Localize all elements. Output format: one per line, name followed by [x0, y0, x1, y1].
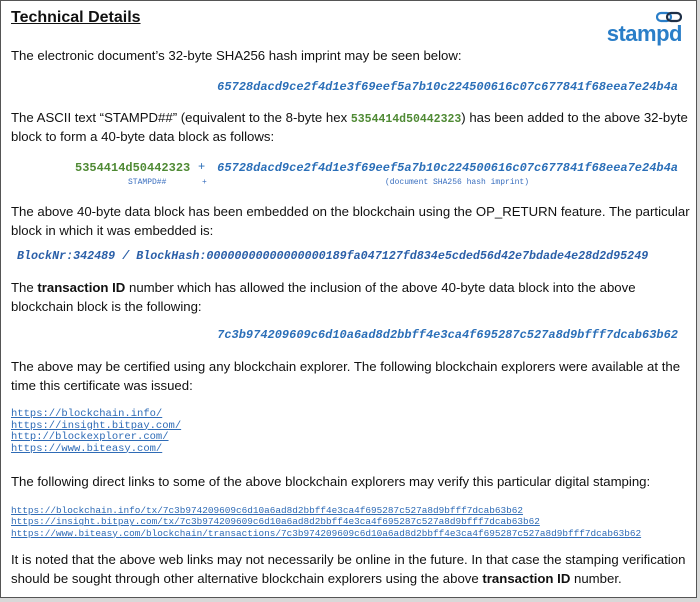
combined-document-hash: 65728dacd9ce2f4d1e3f69eef5a7b10c224500616c07c677841f68eea7e24b4a [217, 161, 678, 175]
hash-intro-text: The electronic document’s 32-byte SHA256 hash imprint may be seen below: [11, 48, 462, 63]
txid-intro-a: The [11, 280, 38, 295]
stampd-logo [606, 11, 682, 46]
closing-a: should be sought through other alternative blockchain explorers using the above [11, 571, 483, 586]
closing-c: number. [570, 571, 622, 586]
txid-intro-line1 [11, 278, 636, 297]
explorer-link[interactable]: https://www.biteasy.com/ [11, 442, 163, 455]
embed-line2: block in which it was embedded is: [11, 223, 214, 238]
document-hash: 65728dacd9ce2f4d1e3f69eef5a7b10c224500616c07c677841f68eea7e24b4a [217, 80, 678, 94]
direct-links-intro: The following direct links to some of the above blockchain explorers may verify this particular digital stamping: [11, 474, 651, 489]
closing-line2 [11, 569, 622, 588]
txid-intro-bold: transaction ID [37, 280, 126, 295]
explorer-list [11, 409, 181, 455]
explorer-link[interactable]: https://blockchain.info/ [11, 408, 163, 420]
embed-line1: The above 40-byte data block has been embedded on the blockchain using the OP_RETURN feature. The particular [11, 204, 690, 219]
txid-intro-c: number which has allowed the inclusion of the above 40-byte data block into the above [125, 280, 636, 295]
plus-sign: + [198, 160, 206, 174]
explorers-intro-line1: The above may be certified using any blockchain explorer. The following blockchain explorers were available at the [11, 359, 681, 374]
transaction-id: 7c3b974209609c6d10a6ad8d2bbff4e3ca4f695287c527a8d9bfff7dcab63b62 [217, 328, 678, 342]
block-info: BlockNr:342489 / BlockHash:00000000000000000189fa047127fd834e5cded56d42e7bdade4e28d2d95249 [17, 249, 649, 263]
plus-caption: + [202, 178, 207, 187]
explorer-link[interactable]: https://insight.bitpay.com/ [11, 419, 182, 432]
stampd-hex-caption: STAMPD## [128, 178, 167, 187]
ascii-text-paragraph [11, 108, 688, 129]
txid-intro-line2: blockchain block is the following: [11, 299, 202, 314]
direct-link[interactable]: https://blockchain.info/tx/7c3b974209609c6d10a6ad8d2bbff4e3ca4f695287c527a8d9bfff7dcab63b62 [11, 505, 523, 516]
direct-link-list [11, 505, 641, 539]
ascii-text-part2: ) has been added to the above 32-byte [461, 110, 688, 125]
hash-caption: (document SHA256 hash imprint) [385, 178, 530, 187]
logo-wordmark: stampd [606, 21, 682, 46]
explorer-link[interactable]: http://blockexplorer.com/ [11, 431, 169, 443]
closing-line1: It is noted that the above web links may not necessarily be online in the future. In that case the stamping verification [11, 552, 686, 567]
stampd-hex: 5354414d50442323 [75, 161, 191, 175]
direct-link[interactable]: https://insight.bitpay.com/tx/7c3b974209609c6d10a6ad8d2bbff4e3ca4f695287c527a8d9bfff7dcab63b62 [11, 516, 540, 528]
ascii-text-line2: block to form a 40-byte data block as follows: [11, 129, 275, 144]
direct-link[interactable]: https://www.biteasy.com/blockchain/transactions/7c3b974209609c6d10a6ad8d2bbff4e3ca4f695287c527a8d9bfff7dcab63b62 [11, 527, 642, 539]
ascii-hex-inline: 5354414d50442323 [350, 113, 462, 126]
explorers-intro-line2: time this certificate was issued: [11, 378, 193, 393]
ascii-text-part1: The ASCII text “STAMPD##” (equivalent to the 8-byte hex [11, 110, 351, 125]
page-title: Technical Details [11, 9, 141, 26]
closing-bold: transaction ID [482, 571, 571, 586]
